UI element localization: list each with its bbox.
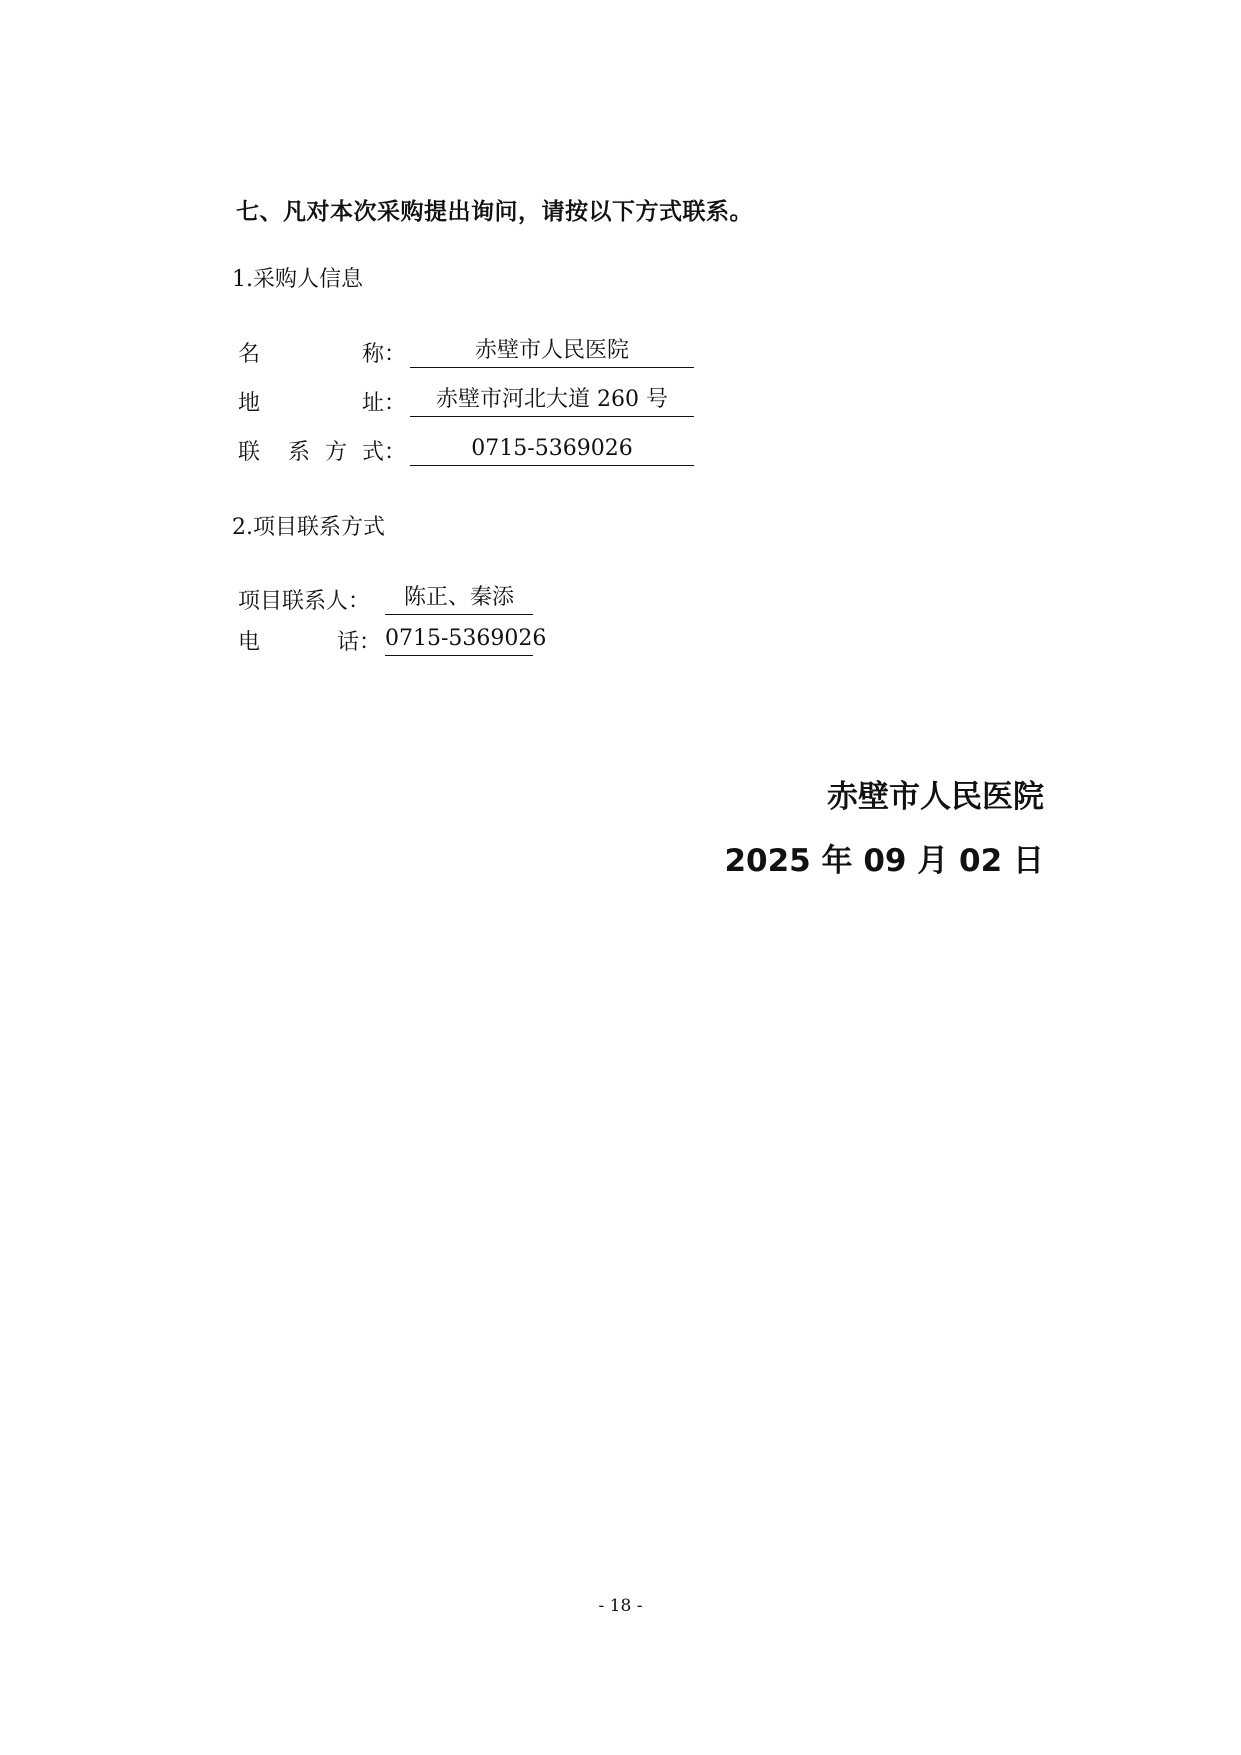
contact-label-char-4: 式： — [362, 440, 407, 465]
project-contact-title: 2.项目联系方式 — [232, 515, 385, 540]
name-label-char-1: 名 — [238, 342, 261, 367]
signature-organization: 赤壁市人民医院 — [827, 779, 1044, 815]
project-person-value: 陈正、秦添 — [385, 584, 533, 615]
section-heading: 七、凡对本次采购提出询问，请按以下方式联系。 — [236, 199, 753, 225]
name-label-char-2: 称： — [362, 342, 407, 367]
phone-label-char-2: 话： — [337, 630, 382, 655]
purchaser-contact-value: 0715-5369026 — [410, 435, 694, 466]
purchaser-contact-row — [238, 435, 698, 467]
address-label-char-1: 地 — [238, 391, 261, 416]
purchaser-info-title: 1.采购人信息 — [232, 267, 363, 292]
purchaser-name-value: 赤壁市人民医院 — [410, 337, 694, 368]
contact-label-char-3: 方 — [325, 440, 348, 465]
project-phone-row — [238, 625, 547, 657]
purchaser-name-row — [238, 337, 698, 369]
page-number: - 18 - — [598, 1596, 643, 1616]
address-label-char-2: 址： — [362, 391, 407, 416]
purchaser-address-value: 赤壁市河北大道 260 号 — [410, 386, 694, 417]
contact-label-char-1: 联 — [238, 440, 261, 465]
phone-label-char-1: 电 — [238, 630, 261, 655]
signature-date: 2025 年 09 月 02 日 — [724, 843, 1044, 879]
project-phone-value: 0715-5369026 — [385, 625, 533, 656]
project-person-label: 项目联系人： — [238, 589, 371, 614]
project-person-row — [238, 584, 538, 616]
contact-label-char-2: 系 — [288, 440, 311, 465]
purchaser-address-row — [238, 386, 698, 418]
